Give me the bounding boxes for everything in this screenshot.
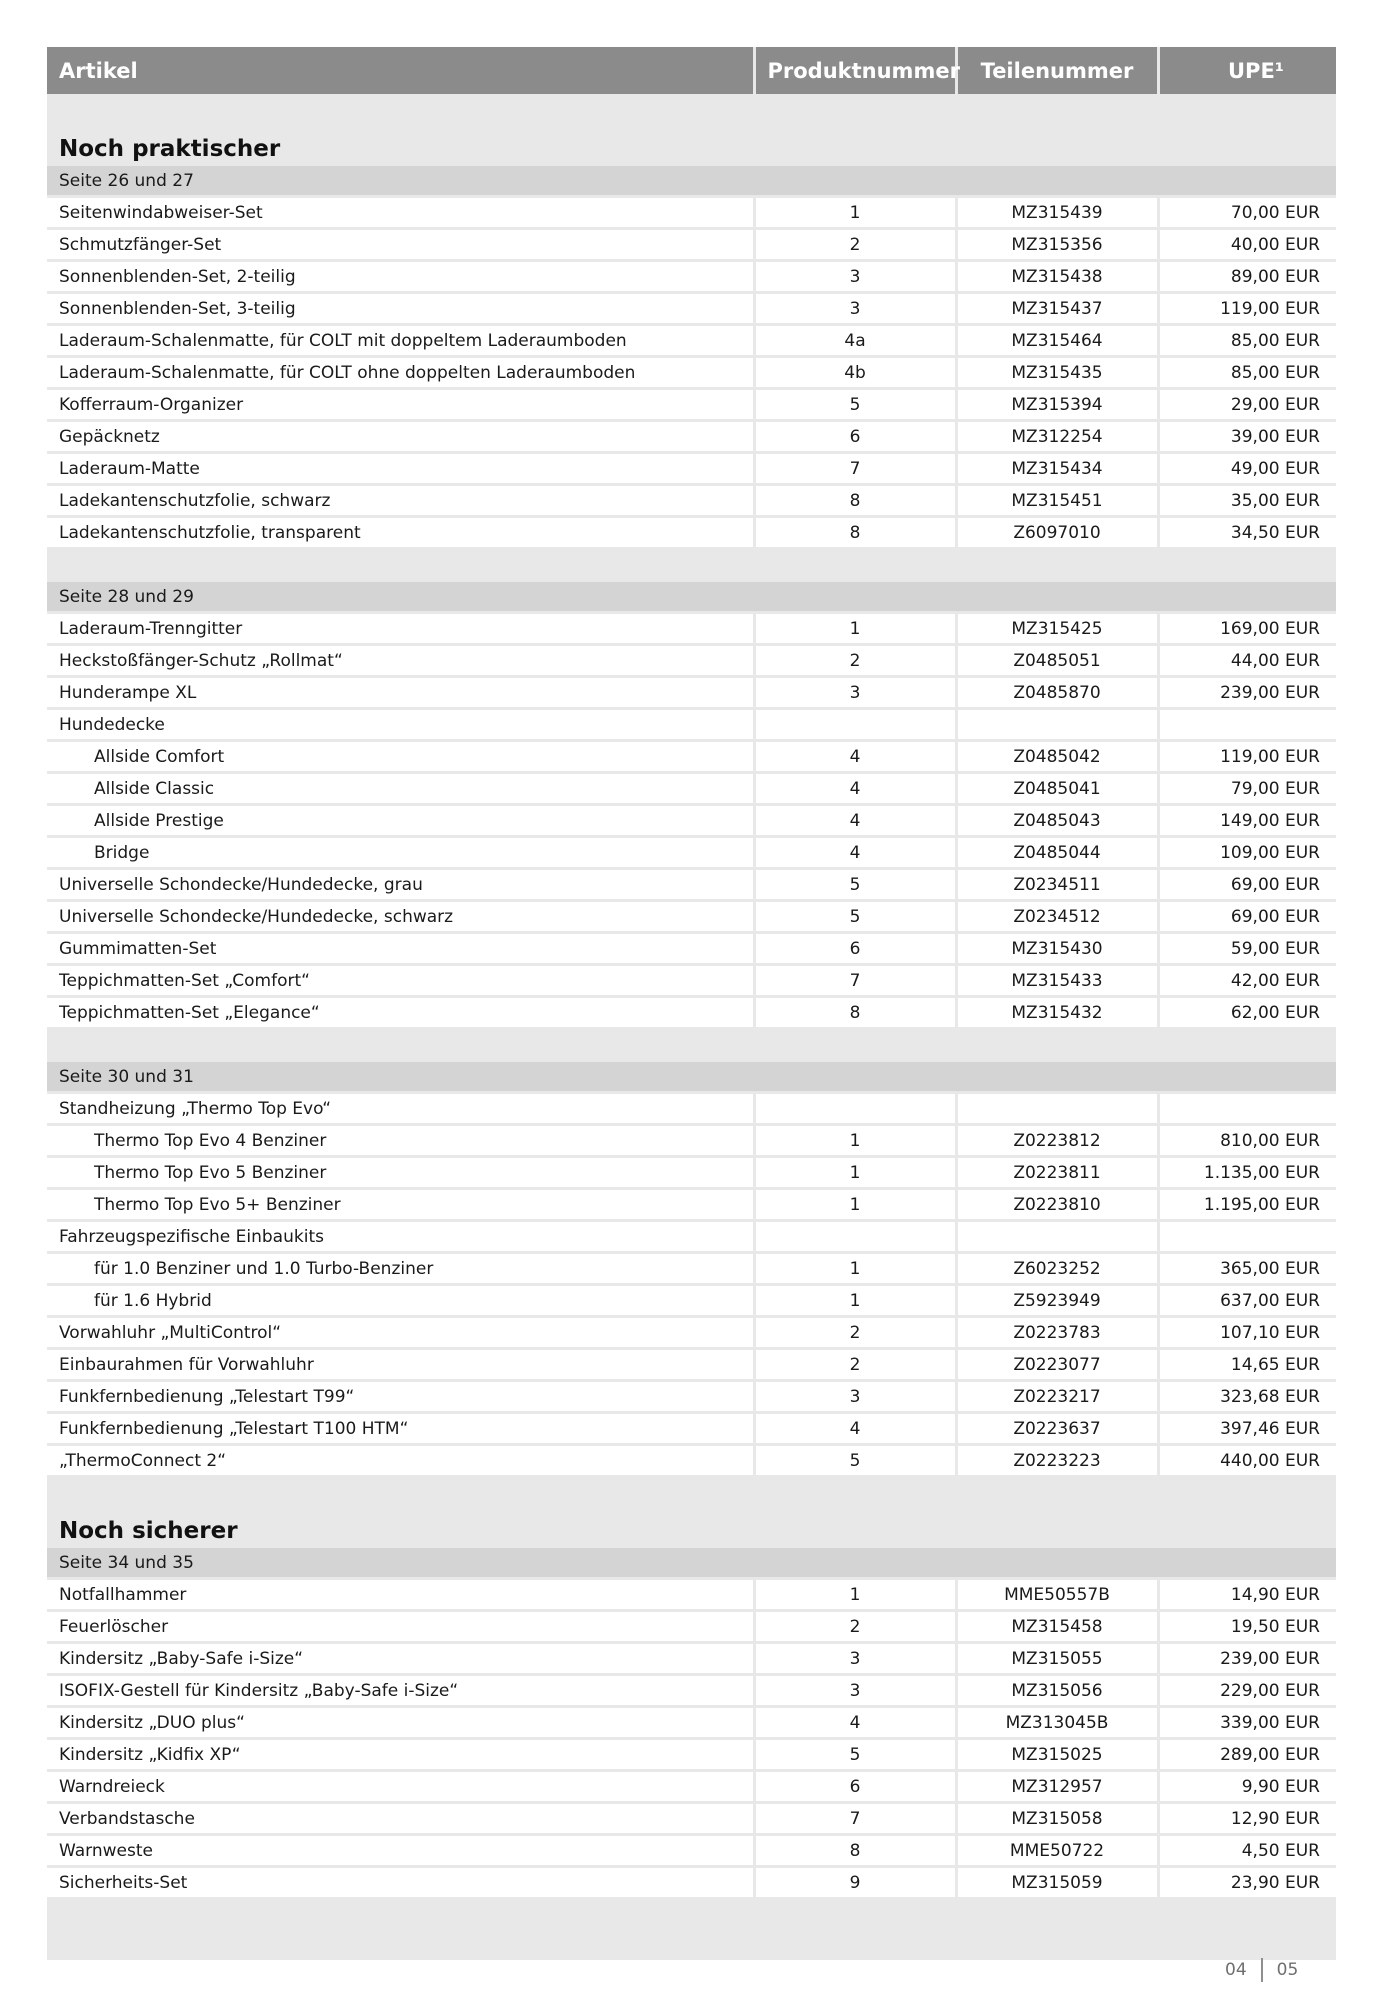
cell-artikel: Heckstoßfänger-Schutz „Rollmat“: [47, 645, 754, 677]
cell-teilenummer: Z0223077: [956, 1349, 1158, 1381]
cell-upe: 69,00 EUR: [1158, 901, 1336, 933]
cell-produktnummer: [754, 1093, 956, 1125]
cell-produktnummer: 4: [754, 741, 956, 773]
cell-teilenummer: MZ315059: [956, 1867, 1158, 1899]
table-row: [47, 1157, 1336, 1189]
cell-artikel: Funkfernbedienung „Telestart T100 HTM“: [47, 1413, 754, 1445]
page-numbers: [1225, 1958, 1298, 1982]
cell-upe: 1.195,00 EUR: [1158, 1189, 1336, 1221]
cell-artikel: Kindersitz „Baby-Safe i-Size“: [47, 1643, 754, 1675]
table-row: [47, 293, 1336, 325]
cell-artikel: Teppichmatten-Set „Elegance“: [47, 997, 754, 1029]
cell-produktnummer: 5: [754, 1445, 956, 1477]
cell-artikel: Gummimatten-Set: [47, 933, 754, 965]
category-row: [47, 1477, 1336, 1549]
table-row: [47, 389, 1336, 421]
cell-teilenummer: Z0485870: [956, 677, 1158, 709]
category-row: [47, 96, 1336, 167]
table-row: [47, 325, 1336, 357]
table-row: [47, 741, 1336, 773]
cell-produktnummer: 4: [754, 837, 956, 869]
cell-upe: 42,00 EUR: [1158, 965, 1336, 997]
cell-upe: 365,00 EUR: [1158, 1253, 1336, 1285]
cell-produktnummer: 1: [754, 1157, 956, 1189]
price-list-panel: [47, 47, 1336, 1954]
cell-teilenummer: MZ315435: [956, 357, 1158, 389]
cell-upe: 149,00 EUR: [1158, 805, 1336, 837]
table-row: [47, 677, 1336, 709]
cell-teilenummer: MME50722: [956, 1835, 1158, 1867]
table-row: [47, 1707, 1336, 1739]
cell-teilenummer: MZ315394: [956, 389, 1158, 421]
cell-artikel: Fahrzeugspezifische Einbaukits: [47, 1221, 754, 1253]
spacer-row: [47, 549, 1336, 581]
cell-produktnummer: 5: [754, 389, 956, 421]
page-number-divider: [1261, 1958, 1263, 1982]
cell-upe: 397,46 EUR: [1158, 1413, 1336, 1445]
cell-produktnummer: 7: [754, 453, 956, 485]
table-body: [47, 96, 1336, 1961]
header-artikel: Artikel: [47, 47, 754, 96]
cell-upe: 85,00 EUR: [1158, 357, 1336, 389]
cell-produktnummer: 7: [754, 1803, 956, 1835]
cell-produktnummer: 1: [754, 1125, 956, 1157]
cell-artikel: Vorwahluhr „MultiControl“: [47, 1317, 754, 1349]
page-reference-row: [47, 1061, 1336, 1093]
cell-artikel: Allside Comfort: [47, 741, 754, 773]
table-row: [47, 1835, 1336, 1867]
cell-upe: 34,50 EUR: [1158, 517, 1336, 549]
cell-upe: 70,00 EUR: [1158, 197, 1336, 229]
cell-upe: 62,00 EUR: [1158, 997, 1336, 1029]
page-reference-row: [47, 166, 1336, 197]
cell-artikel: Warnweste: [47, 1835, 754, 1867]
cell-artikel: Laderaum-Matte: [47, 453, 754, 485]
cell-upe: 4,50 EUR: [1158, 1835, 1336, 1867]
cell-upe: 69,00 EUR: [1158, 869, 1336, 901]
table-row: [47, 709, 1336, 741]
cell-teilenummer: Z0485041: [956, 773, 1158, 805]
cell-artikel: ISOFIX-Gestell für Kindersitz „Baby-Safe i-Size“: [47, 1675, 754, 1707]
cell-teilenummer: Z6023252: [956, 1253, 1158, 1285]
cell-upe: 14,65 EUR: [1158, 1349, 1336, 1381]
table-row: [47, 1285, 1336, 1317]
cell-produktnummer: 1: [754, 613, 956, 645]
table-row: [47, 1125, 1336, 1157]
table-header: [47, 47, 1336, 96]
cell-upe: 119,00 EUR: [1158, 741, 1336, 773]
table-row: [47, 421, 1336, 453]
cell-produktnummer: 1: [754, 1189, 956, 1221]
table-row: [47, 933, 1336, 965]
cell-upe: 810,00 EUR: [1158, 1125, 1336, 1157]
cell-teilenummer: Z0223810: [956, 1189, 1158, 1221]
cell-produktnummer: 8: [754, 517, 956, 549]
cell-artikel: Einbaurahmen für Vorwahluhr: [47, 1349, 754, 1381]
cell-produktnummer: 6: [754, 1771, 956, 1803]
cell-artikel: Thermo Top Evo 5 Benziner: [47, 1157, 754, 1189]
cell-teilenummer: [956, 1093, 1158, 1125]
cell-upe: 169,00 EUR: [1158, 613, 1336, 645]
cell-teilenummer: Z0223783: [956, 1317, 1158, 1349]
cell-teilenummer: MZ313045B: [956, 1707, 1158, 1739]
table-row: [47, 869, 1336, 901]
table-row: [47, 357, 1336, 389]
cell-produktnummer: [754, 1221, 956, 1253]
cell-produktnummer: [754, 709, 956, 741]
cell-teilenummer: Z5923949: [956, 1285, 1158, 1317]
cell-upe: 39,00 EUR: [1158, 421, 1336, 453]
cell-artikel: Hundedecke: [47, 709, 754, 741]
cell-artikel: Gepäcknetz: [47, 421, 754, 453]
header-produktnummer: Produktnummer: [754, 47, 956, 96]
cell-teilenummer: Z6097010: [956, 517, 1158, 549]
cell-teilenummer: MZ315458: [956, 1611, 1158, 1643]
cell-upe: 12,90 EUR: [1158, 1803, 1336, 1835]
cell-produktnummer: 8: [754, 997, 956, 1029]
cell-produktnummer: 1: [754, 1253, 956, 1285]
cell-teilenummer: MZ315438: [956, 261, 1158, 293]
cell-teilenummer: MZ315356: [956, 229, 1158, 261]
table-row: [47, 1611, 1336, 1643]
table-row: [47, 645, 1336, 677]
cell-produktnummer: 5: [754, 1739, 956, 1771]
page-reference-row: [47, 1548, 1336, 1579]
cell-artikel: Laderaum-Schalenmatte, für COLT mit doppeltem Laderaumboden: [47, 325, 754, 357]
cell-artikel: Ladekantenschutzfolie, transparent: [47, 517, 754, 549]
cell-artikel: für 1.6 Hybrid: [47, 1285, 754, 1317]
page-reference-label: Seite 28 und 29: [47, 581, 1336, 613]
cell-upe: 1.135,00 EUR: [1158, 1157, 1336, 1189]
table-row: [47, 1253, 1336, 1285]
page-reference-label: Seite 30 und 31: [47, 1061, 1336, 1093]
table-row: [47, 805, 1336, 837]
cell-teilenummer: MZ315058: [956, 1803, 1158, 1835]
category-title: Noch sicherer: [47, 1477, 1336, 1549]
cell-upe: 637,00 EUR: [1158, 1285, 1336, 1317]
cell-produktnummer: 1: [754, 1285, 956, 1317]
table-row: [47, 1413, 1336, 1445]
table-row: [47, 229, 1336, 261]
cell-teilenummer: MZ315434: [956, 453, 1158, 485]
table-row: [47, 1643, 1336, 1675]
cell-teilenummer: MZ312254: [956, 421, 1158, 453]
cell-artikel: Laderaum-Trenngitter: [47, 613, 754, 645]
table-row: [47, 613, 1336, 645]
cell-upe: 109,00 EUR: [1158, 837, 1336, 869]
cell-teilenummer: MZ315432: [956, 997, 1158, 1029]
cell-produktnummer: 3: [754, 261, 956, 293]
cell-upe: 29,00 EUR: [1158, 389, 1336, 421]
table-row: [47, 837, 1336, 869]
cell-teilenummer: Z0234511: [956, 869, 1158, 901]
cell-upe: 49,00 EUR: [1158, 453, 1336, 485]
cell-teilenummer: MZ315439: [956, 197, 1158, 229]
cell-teilenummer: MZ315425: [956, 613, 1158, 645]
table-row: [47, 197, 1336, 229]
table-row: [47, 261, 1336, 293]
cell-teilenummer: MME50557B: [956, 1579, 1158, 1611]
cell-teilenummer: Z0223811: [956, 1157, 1158, 1189]
cell-teilenummer: Z0223217: [956, 1381, 1158, 1413]
cell-upe: 23,90 EUR: [1158, 1867, 1336, 1899]
cell-produktnummer: 3: [754, 1675, 956, 1707]
cell-produktnummer: 4: [754, 773, 956, 805]
table-row: [47, 1675, 1336, 1707]
cell-upe: 289,00 EUR: [1158, 1739, 1336, 1771]
cell-teilenummer: Z0223223: [956, 1445, 1158, 1477]
cell-upe: 119,00 EUR: [1158, 293, 1336, 325]
cell-upe: 14,90 EUR: [1158, 1579, 1336, 1611]
cell-artikel: Sonnenblenden-Set, 2-teilig: [47, 261, 754, 293]
price-table: [47, 47, 1336, 1960]
cell-upe: 79,00 EUR: [1158, 773, 1336, 805]
cell-artikel: Laderaum-Schalenmatte, für COLT ohne doppelten Laderaumboden: [47, 357, 754, 389]
table-row: [47, 1579, 1336, 1611]
spacer-cell: [47, 1029, 1336, 1061]
table-row: [47, 1093, 1336, 1125]
cell-upe: 35,00 EUR: [1158, 485, 1336, 517]
cell-upe: 89,00 EUR: [1158, 261, 1336, 293]
table-row: [47, 1189, 1336, 1221]
page-reference-label: Seite 34 und 35: [47, 1548, 1336, 1579]
table-footer-space: [47, 1899, 1336, 1961]
table-row: [47, 1349, 1336, 1381]
cell-artikel: Universelle Schondecke/Hundedecke, grau: [47, 869, 754, 901]
cell-produktnummer: 3: [754, 1381, 956, 1413]
table-row: [47, 1739, 1336, 1771]
cell-teilenummer: MZ315451: [956, 485, 1158, 517]
table-row: [47, 997, 1336, 1029]
cell-produktnummer: 2: [754, 1611, 956, 1643]
cell-artikel: Thermo Top Evo 4 Benziner: [47, 1125, 754, 1157]
cell-artikel: Seitenwindabweiser-Set: [47, 197, 754, 229]
cell-artikel: Bridge: [47, 837, 754, 869]
cell-produktnummer: 2: [754, 1349, 956, 1381]
table-row: [47, 1803, 1336, 1835]
cell-artikel: Sicherheits-Set: [47, 1867, 754, 1899]
table-row: [47, 1221, 1336, 1253]
cell-artikel: Funkfernbedienung „Telestart T99“: [47, 1381, 754, 1413]
cell-produktnummer: 3: [754, 1643, 956, 1675]
cell-upe: 9,90 EUR: [1158, 1771, 1336, 1803]
cell-artikel: Kindersitz „Kidfix XP“: [47, 1739, 754, 1771]
cell-teilenummer: Z0485051: [956, 645, 1158, 677]
cell-artikel: Universelle Schondecke/Hundedecke, schwarz: [47, 901, 754, 933]
cell-artikel: Teppichmatten-Set „Comfort“: [47, 965, 754, 997]
cell-artikel: Ladekantenschutzfolie, schwarz: [47, 485, 754, 517]
cell-upe: 107,10 EUR: [1158, 1317, 1336, 1349]
cell-artikel: Feuerlöscher: [47, 1611, 754, 1643]
cell-artikel: Standheizung „Thermo Top Evo“: [47, 1093, 754, 1125]
cell-teilenummer: MZ312957: [956, 1771, 1158, 1803]
cell-upe: 44,00 EUR: [1158, 645, 1336, 677]
table-row: [47, 1771, 1336, 1803]
cell-teilenummer: Z0234512: [956, 901, 1158, 933]
table-row: [47, 773, 1336, 805]
cell-artikel: für 1.0 Benziner und 1.0 Turbo-Benziner: [47, 1253, 754, 1285]
table-row: [47, 485, 1336, 517]
cell-produktnummer: 4b: [754, 357, 956, 389]
cell-teilenummer: [956, 709, 1158, 741]
cell-teilenummer: [956, 1221, 1158, 1253]
page-number-left: 04: [1225, 1960, 1247, 1980]
cell-artikel: „ThermoConnect 2“: [47, 1445, 754, 1477]
cell-teilenummer: Z0485044: [956, 837, 1158, 869]
cell-upe: 40,00 EUR: [1158, 229, 1336, 261]
cell-upe: 239,00 EUR: [1158, 677, 1336, 709]
cell-produktnummer: 4a: [754, 325, 956, 357]
cell-teilenummer: MZ315437: [956, 293, 1158, 325]
page-reference-row: [47, 581, 1336, 613]
cell-teilenummer: MZ315025: [956, 1739, 1158, 1771]
cell-teilenummer: MZ315055: [956, 1643, 1158, 1675]
cell-upe: 229,00 EUR: [1158, 1675, 1336, 1707]
cell-artikel: Kindersitz „DUO plus“: [47, 1707, 754, 1739]
cell-upe: 339,00 EUR: [1158, 1707, 1336, 1739]
cell-artikel: Warndreieck: [47, 1771, 754, 1803]
table-row: [47, 901, 1336, 933]
cell-upe: 85,00 EUR: [1158, 325, 1336, 357]
cell-upe: 239,00 EUR: [1158, 1643, 1336, 1675]
cell-produktnummer: 1: [754, 1579, 956, 1611]
cell-produktnummer: 7: [754, 965, 956, 997]
page-number-right: 05: [1276, 1960, 1299, 1980]
cell-produktnummer: 9: [754, 1867, 956, 1899]
cell-produktnummer: 8: [754, 1835, 956, 1867]
table-row: [47, 517, 1336, 549]
cell-produktnummer: 3: [754, 677, 956, 709]
cell-produktnummer: 8: [754, 485, 956, 517]
table-row: [47, 453, 1336, 485]
cell-produktnummer: 4: [754, 1413, 956, 1445]
table-row: [47, 1445, 1336, 1477]
spacer-cell: [47, 549, 1336, 581]
cell-produktnummer: 6: [754, 421, 956, 453]
category-title: Noch praktischer: [47, 96, 1336, 167]
spacer-row: [47, 1029, 1336, 1061]
cell-artikel: Allside Prestige: [47, 805, 754, 837]
cell-artikel: Verbandstasche: [47, 1803, 754, 1835]
cell-artikel: Thermo Top Evo 5+ Benziner: [47, 1189, 754, 1221]
cell-artikel: Sonnenblenden-Set, 3-teilig: [47, 293, 754, 325]
cell-teilenummer: Z0485042: [956, 741, 1158, 773]
cell-teilenummer: MZ315464: [956, 325, 1158, 357]
header-upe: UPE¹: [1158, 47, 1336, 96]
cell-produktnummer: 5: [754, 901, 956, 933]
cell-upe: 19,50 EUR: [1158, 1611, 1336, 1643]
cell-produktnummer: 5: [754, 869, 956, 901]
cell-produktnummer: 4: [754, 805, 956, 837]
cell-artikel: Notfallhammer: [47, 1579, 754, 1611]
cell-teilenummer: MZ315430: [956, 933, 1158, 965]
cell-produktnummer: 2: [754, 645, 956, 677]
header-teilenummer: Teilenummer: [956, 47, 1158, 96]
cell-artikel: Schmutzfänger-Set: [47, 229, 754, 261]
cell-produktnummer: 1: [754, 197, 956, 229]
cell-teilenummer: Z0223812: [956, 1125, 1158, 1157]
cell-produktnummer: 4: [754, 1707, 956, 1739]
table-row: [47, 1381, 1336, 1413]
table-row: [47, 1317, 1336, 1349]
cell-produktnummer: 2: [754, 229, 956, 261]
page-reference-label: Seite 26 und 27: [47, 166, 1336, 197]
cell-upe: 59,00 EUR: [1158, 933, 1336, 965]
cell-upe: 440,00 EUR: [1158, 1445, 1336, 1477]
table-row: [47, 1867, 1336, 1899]
cell-teilenummer: Z0485043: [956, 805, 1158, 837]
cell-upe: [1158, 1221, 1336, 1253]
cell-upe: [1158, 709, 1336, 741]
cell-upe: 323,68 EUR: [1158, 1381, 1336, 1413]
table-row: [47, 965, 1336, 997]
cell-artikel: Kofferraum-Organizer: [47, 389, 754, 421]
cell-artikel: Hunderampe XL: [47, 677, 754, 709]
cell-artikel: Allside Classic: [47, 773, 754, 805]
cell-upe: [1158, 1093, 1336, 1125]
footer-space-cell: [47, 1899, 1336, 1961]
cell-produktnummer: 3: [754, 293, 956, 325]
cell-teilenummer: MZ315433: [956, 965, 1158, 997]
cell-teilenummer: MZ315056: [956, 1675, 1158, 1707]
cell-produktnummer: 6: [754, 933, 956, 965]
cell-teilenummer: Z0223637: [956, 1413, 1158, 1445]
cell-produktnummer: 2: [754, 1317, 956, 1349]
